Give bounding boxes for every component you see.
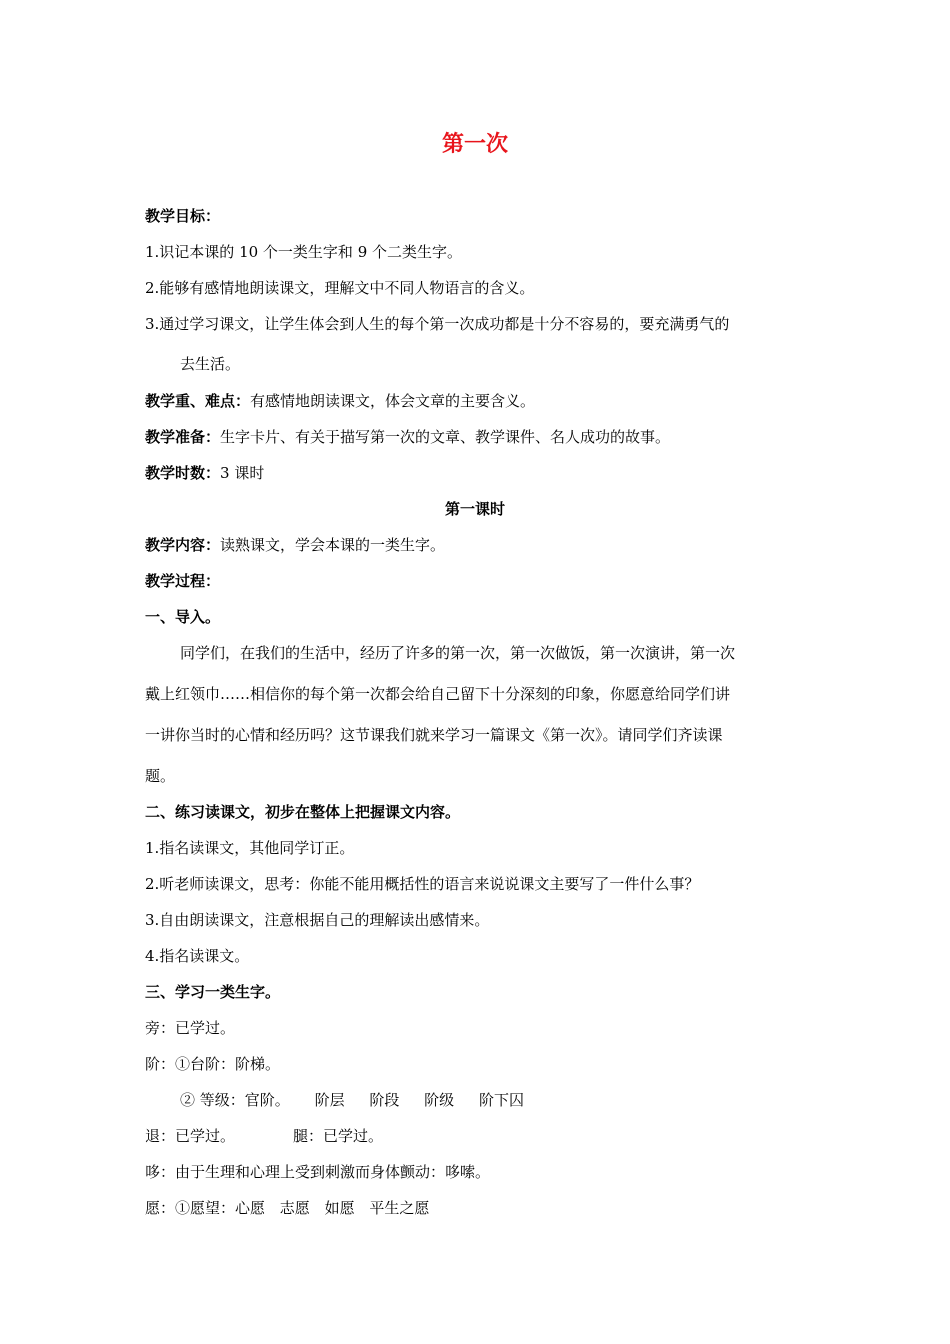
section1-line-3: 一讲你当时的心情和经历吗？这节课我们就来学习一篇课文《第一次》。请同学们齐读课 <box>145 726 723 744</box>
section1-line-4: 题。 <box>145 767 176 785</box>
section1-heading: 一、导入。 <box>145 608 221 626</box>
char-duo: 哆：由于生理和心理上受到刺激而身体颤动：哆嗦。 <box>145 1163 491 1181</box>
char-jie-word-3: 阶级 <box>424 1091 455 1109</box>
hours-row <box>145 463 810 483</box>
objective-2: 2.能够有感情地朗读课文，理解文中不同人物语言的含义。 <box>145 279 535 297</box>
objectives-heading: 教学目标： <box>145 207 221 225</box>
char-yuan-1: 愿：①愿望：心愿 <box>145 1199 266 1217</box>
char-tui-row <box>145 1126 810 1146</box>
section3-heading: 三、学习一类生字。 <box>145 983 281 1001</box>
prep-text: 生字卡片、有关于描写第一次的文章、教学课件、名人成功的故事。 <box>220 428 671 446</box>
content-label: 教学内容： <box>145 536 221 554</box>
content-row <box>145 535 810 555</box>
process-heading: 教学过程： <box>145 572 221 590</box>
key-points-text: 有感情地朗读课文，体会文章的主要含义。 <box>250 392 536 410</box>
char-tui: 退：已学过。 <box>145 1127 236 1145</box>
section2-item-3: 3.自由朗读课文，注意根据自己的理解读出感情来。 <box>145 911 490 929</box>
char-jie-word-4: 阶下囚 <box>478 1091 524 1109</box>
objective-1: 1.识记本课的 10 个一类生字和 9 个二类生字。 <box>145 243 463 261</box>
section2-item-4: 4.指名读课文。 <box>145 947 250 965</box>
section2-item-2: 2.听老师读课文，思考：你能不能用概括性的语言来说说课文主要写了一件什么事？ <box>145 875 700 893</box>
char-pang: 旁：已学过。 <box>145 1019 236 1037</box>
section2-heading: 二、练习读课文，初步在整体上把握课文内容。 <box>145 803 461 821</box>
char-yuan-row <box>145 1198 810 1218</box>
char-yuan-word-3: 平生之愿 <box>369 1199 430 1217</box>
prep-row <box>145 427 810 447</box>
section1-line-2: 戴上红领巾……相信你的每个第一次都会给自己留下十分深刻的印象，你愿意给同学们讲 <box>145 685 731 703</box>
key-points-label: 教学重、难点： <box>145 392 251 410</box>
char-jie-2-prefix: ② 等级：官阶。 <box>180 1091 290 1109</box>
char-jie-2 <box>180 1090 810 1110</box>
char-yuan-word-2: 如愿 <box>324 1199 355 1217</box>
char-yuan-word-1: 志愿 <box>279 1199 310 1217</box>
hours-text: 3 课时 <box>220 464 265 482</box>
char-jie-word-1: 阶层 <box>314 1091 345 1109</box>
content-text: 读熟课文，学会本课的一类生字。 <box>220 536 446 554</box>
page-title: 第一次 <box>441 132 508 157</box>
char-tui2: 腿：已学过。 <box>293 1127 384 1145</box>
hours-label: 教学时数： <box>145 464 221 482</box>
key-points-row <box>145 391 810 411</box>
section2-item-1: 1.指名读课文，其他同学订正。 <box>145 839 355 857</box>
section1-line-1: 同学们，在我们的生活中，经历了许多的第一次，第一次做饭，第一次演讲，第一次 <box>180 644 736 662</box>
char-jie-1: 阶：①台阶：阶梯。 <box>145 1055 281 1073</box>
char-jie-word-2: 阶段 <box>369 1091 400 1109</box>
objective-3-continued: 去生活。 <box>180 355 241 373</box>
prep-label: 教学准备： <box>145 428 221 446</box>
objective-3: 3.通过学习课文，让学生体会到人生的每个第一次成功都是十分不容易的，要充满勇气的 <box>145 315 730 333</box>
lesson-heading: 第一课时 <box>444 500 505 518</box>
